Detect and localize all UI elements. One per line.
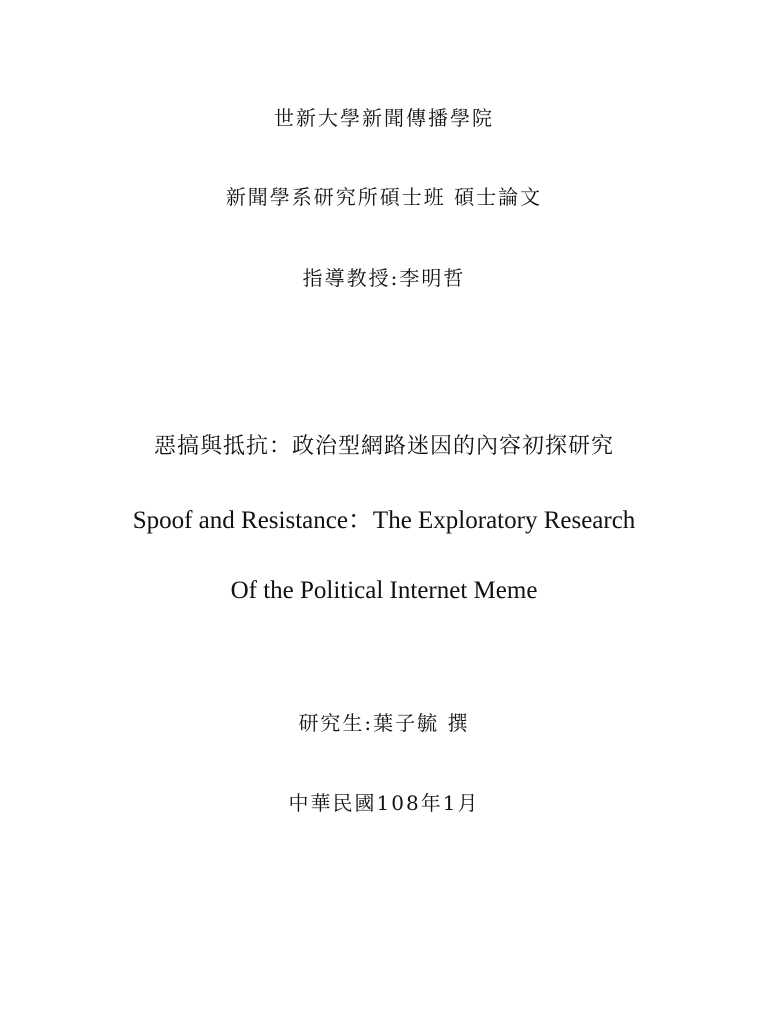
thesis-title-chinese: 惡搞與抵抗：政治型網路迷因的內容初探研究 — [153, 434, 614, 459]
advisor-name: 指導教授:李明哲 — [302, 266, 466, 290]
program-name: 新聞學系研究所碩士班 碩士論文 — [225, 185, 543, 209]
author-name: 研究生:葉子毓 撰 — [298, 711, 470, 735]
thesis-title-english-line-2: Of the Political Internet Meme — [230, 577, 538, 604]
publication-date: 中華民國108年1月 — [288, 791, 480, 815]
thesis-title-english-line-1: Spoof and Resistance：The Exploratory Research — [132, 507, 636, 534]
school-name: 世新大學新聞傳播學院 — [274, 106, 494, 130]
